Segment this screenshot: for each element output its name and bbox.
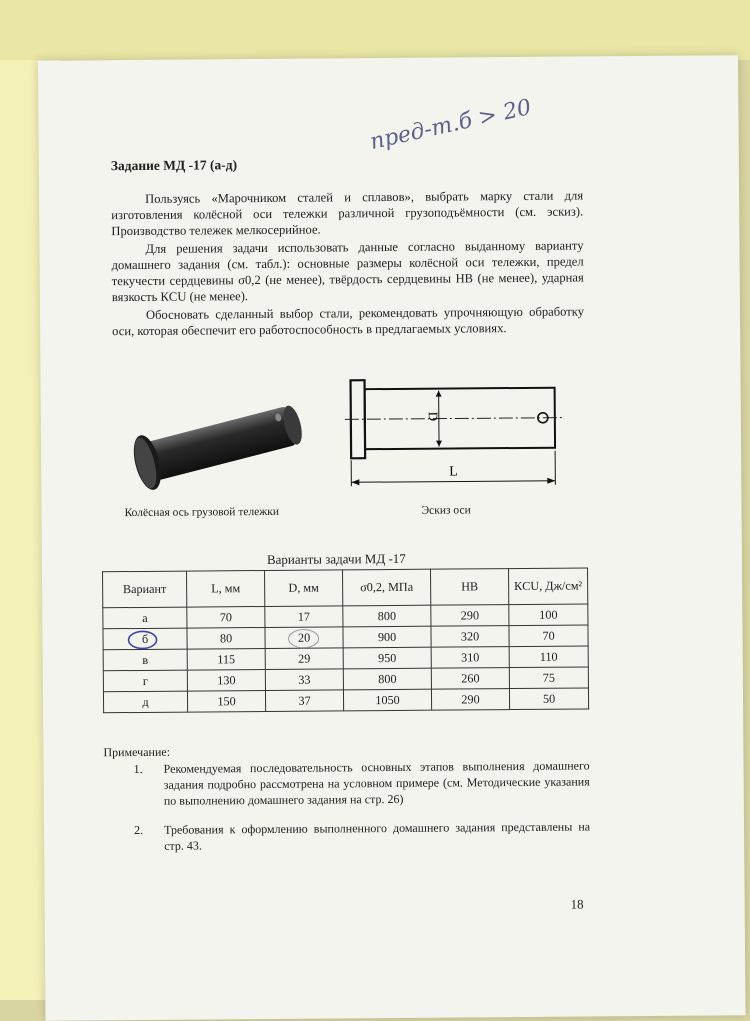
- cell-yield: 950: [343, 647, 431, 669]
- cell-L: 80: [187, 627, 265, 649]
- cell-variant: а: [103, 607, 187, 629]
- axle-photo: [123, 389, 314, 500]
- cell-variant-text: б: [142, 631, 148, 645]
- table-header-row: [103, 568, 588, 608]
- sketch-caption: Эскиз оси: [422, 504, 471, 516]
- note-text: Требования к оформлению выполненного домашнего задания представлены на стр. 43.: [164, 818, 590, 853]
- paragraph-3: Обосновать сделанный выбор стали, рекомендовать упрочняющую обработку оси, которая обеспечит его работоспособность в предлагаемых условиях.: [112, 303, 584, 339]
- cell-variant: д: [103, 691, 187, 713]
- header-HB: НВ: [431, 569, 509, 606]
- cell-yield: 800: [343, 668, 431, 690]
- cell-HB: 290: [431, 689, 509, 711]
- note-item: [104, 818, 590, 854]
- cell-D: 37: [265, 690, 343, 712]
- notes-heading: Примечание:: [103, 745, 170, 761]
- pen-circle-mark: [125, 629, 159, 651]
- header-KCU: КCU, Дж/см²: [509, 568, 588, 605]
- cell-KCU: 75: [509, 667, 588, 689]
- cell-D: 17: [265, 606, 343, 628]
- cell-variant: в: [103, 649, 187, 671]
- dimension-L: L: [449, 464, 458, 479]
- cell-HB: 310: [431, 647, 509, 669]
- variants-table: [102, 567, 589, 713]
- note-text: Рекомендуемая последовательность основных этапов выполнения домашнего задания подробно рассмотрена на условном примере (см. Методические указания по выполнению домашнего задания на стр. 26): [164, 757, 590, 808]
- header-variant: Вариант: [103, 571, 187, 608]
- cell-L: 130: [187, 669, 265, 691]
- header-L: L, мм: [187, 570, 265, 607]
- document-page: [38, 55, 746, 1020]
- cell-HB: 260: [431, 668, 509, 690]
- cell-D: 33: [265, 669, 343, 691]
- handwritten-note: пред-т.б > 20: [368, 95, 534, 155]
- header-yield: σ0,2, МПа: [343, 569, 431, 606]
- cell-yield: 800: [343, 605, 431, 627]
- axle-sketch: [340, 373, 571, 495]
- page-number: 18: [571, 896, 584, 912]
- table-caption: Варианты задачи МД -17: [267, 551, 406, 568]
- cell-KCU: 100: [509, 604, 588, 626]
- pencil-circle-mark: [285, 628, 321, 650]
- cell-HB: 320: [431, 626, 509, 648]
- paragraph-2: Для решения задачи использовать данные согласно выданному варианту домашнего задания (см. табл.): основные размеры колёсной оси тележки, предел текучести сердцевины σ0,2 (не менее), твёрдость сердцевины НВ (не менее), ударная вязкость КCU (не менее).: [111, 237, 583, 305]
- table-row: [103, 688, 588, 713]
- cell-HB: 290: [431, 605, 509, 627]
- cell-D: [265, 627, 343, 649]
- cell-yield: 1050: [343, 689, 431, 711]
- cell-variant: г: [103, 670, 187, 692]
- note-number: 2.: [134, 822, 143, 838]
- background-top: [0, 0, 750, 60]
- cell-L: 150: [187, 690, 265, 712]
- dimension-D: D: [426, 412, 441, 422]
- cell-D: 29: [265, 648, 343, 670]
- photo-caption: Колёсная ось грузовой тележки: [125, 506, 280, 519]
- cell-KCU: 70: [509, 625, 588, 647]
- cell-L: 70: [187, 606, 265, 628]
- cell-yield: 900: [343, 626, 431, 648]
- task-title: Задание МД -17 (а-д): [111, 157, 237, 174]
- cell-variant: [103, 628, 187, 650]
- cell-KCU: 50: [509, 688, 588, 710]
- cell-D-text: 20: [298, 630, 310, 644]
- header-D: D, мм: [265, 570, 343, 607]
- paragraph-1: Пользуясь «Марочником сталей и сплавов», выбрать марку стали для изготовления колёсной оси тележки различной грузоподъёмности (см. эскиз). Производство тележек мелкосерийное.: [111, 187, 583, 239]
- note-item: [104, 757, 590, 809]
- cell-KCU: 110: [509, 646, 588, 668]
- cell-L: 115: [187, 648, 265, 670]
- note-number: 1.: [134, 761, 143, 777]
